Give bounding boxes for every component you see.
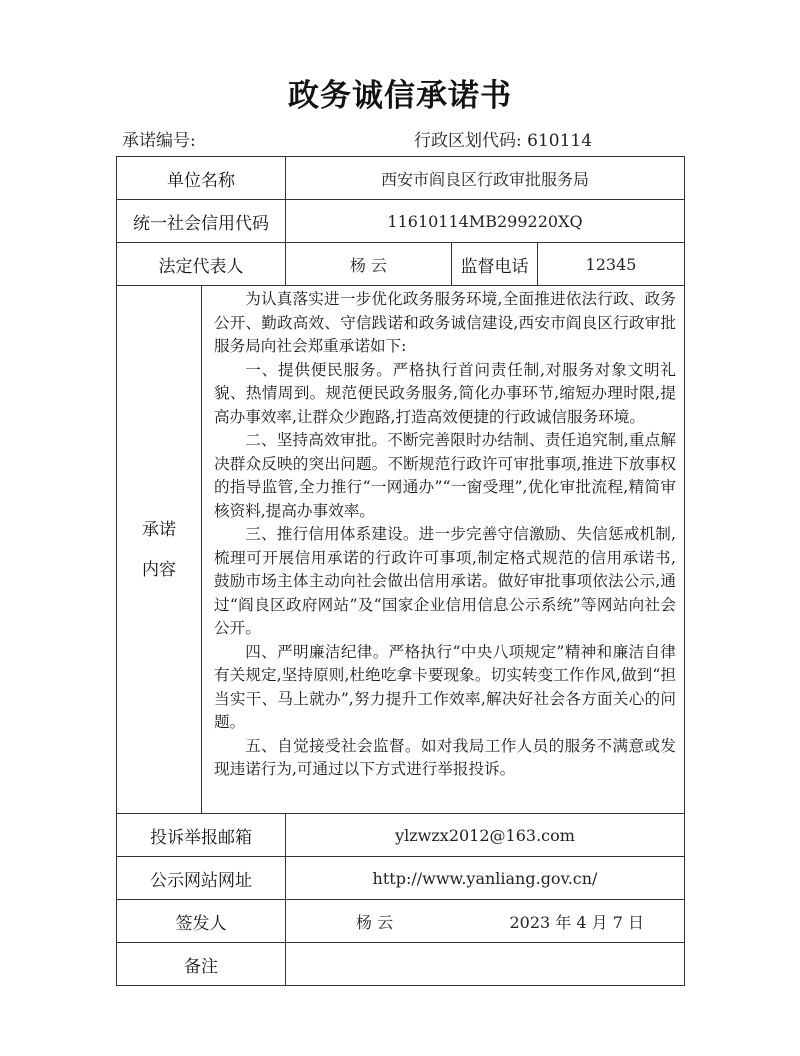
row-issuer — [117, 900, 685, 943]
issuer-name: 杨 云 — [356, 912, 394, 932]
row-credit-code — [117, 200, 685, 243]
supervision-phone-value: 12345 — [538, 243, 685, 286]
row-commitment-content — [117, 286, 685, 814]
commitment-number-label: 承诺编号: — [122, 131, 196, 151]
credit-code-value: 11610114MB299220XQ — [286, 200, 685, 243]
website-label: 公示网站网址 — [117, 857, 286, 900]
commitment-paragraph: 四、严明廉洁纪律。严格执行“中央八项规定”精神和廉洁自律有关规定,坚持原则,杜绝吃拿卡要现象。切实转变工作作风,做到“担当实干、马上就办”,努力提升工作效率,解决好社会各方面关心的问题。 — [214, 642, 676, 731]
remarks-value — [286, 943, 685, 986]
commitment-content-label — [117, 286, 202, 814]
commitment-content — [202, 286, 685, 814]
commitment-paragraph: 二、坚持高效审批。不断完善限时办结制、责任追究制,重点解决群众反映的突出问题。不断规范行政许可审批事项,推进下放事权的指导监管,全力推行“一网通办”“一窗受理”,优化审批流程,精简审核资料,提高办事效率。 — [214, 431, 676, 520]
row-complaint-email — [117, 814, 685, 857]
complaint-email-label: 投诉举报邮箱 — [117, 814, 286, 857]
commitment-paragraph: 三、推行信用体系建设。进一步完善守信激励、失信惩戒机制,梳理可开展信用承诺的行政许可事项,制定格式规范的信用承诺书,鼓励市场主体主动向社会做出信用承诺。做好审批事项依法公示,通过“阎良区政府网站”及“国家企业信用信息公示系统”等网站向社会公开。 — [214, 525, 676, 637]
row-unit-name — [117, 157, 685, 200]
website-value: http://www.yanliang.gov.cn/ — [286, 857, 685, 900]
commitment-number — [122, 126, 196, 151]
region-code — [414, 126, 592, 151]
row-website — [117, 857, 685, 900]
complaint-email-value: ylzwzx2012@163.com — [286, 814, 685, 857]
commitment-paragraph: 一、提供便民服务。严格执行首问责任制,对服务对象文明礼貌、热情周到。规范便民政务服务,简化办事环节,缩短办理时限,提高办事效率,让群众少跑路,打造高效便捷的行政诚信服务环境。 — [214, 360, 676, 426]
row-legal-representative — [117, 243, 685, 286]
legal-rep-label: 法定代表人 — [117, 243, 286, 286]
region-code-value: 610114 — [527, 131, 593, 151]
commitment-paragraph: 为认真落实进一步优化政务服务环境,全面推进依法行政、政务公开、勤政高效、守信践诺和政务诚信建设,西安市阎良区行政审批服务局向社会郑重承诺如下: — [214, 290, 676, 355]
region-code-label: 行政区划代码: — [414, 131, 522, 151]
issuer-cell — [286, 900, 685, 943]
unit-name-label: 单位名称 — [117, 157, 286, 200]
document-title: 政务诚信承诺书 — [288, 78, 512, 114]
issue-date: 2023 年 4 月 7 日 — [509, 912, 644, 932]
commitment-paragraph: 五、自觉接受社会监督。如对我局工作人员的服务不满意或发现违诺行为,可通过以下方式进行举报投诉。 — [214, 736, 676, 778]
commitment-label-line1: 承诺 — [142, 519, 176, 540]
unit-name-value: 西安市阎良区行政审批服务局 — [286, 157, 685, 200]
commitment-label-line2: 内容 — [142, 559, 176, 580]
remarks-label: 备注 — [117, 943, 286, 986]
commitment-table — [116, 156, 685, 986]
legal-rep-value: 杨 云 — [286, 243, 452, 286]
row-remarks — [117, 943, 685, 986]
supervision-phone-label: 监督电话 — [452, 243, 538, 286]
credit-code-label: 统一社会信用代码 — [117, 200, 286, 243]
issuer-label: 签发人 — [117, 900, 286, 943]
